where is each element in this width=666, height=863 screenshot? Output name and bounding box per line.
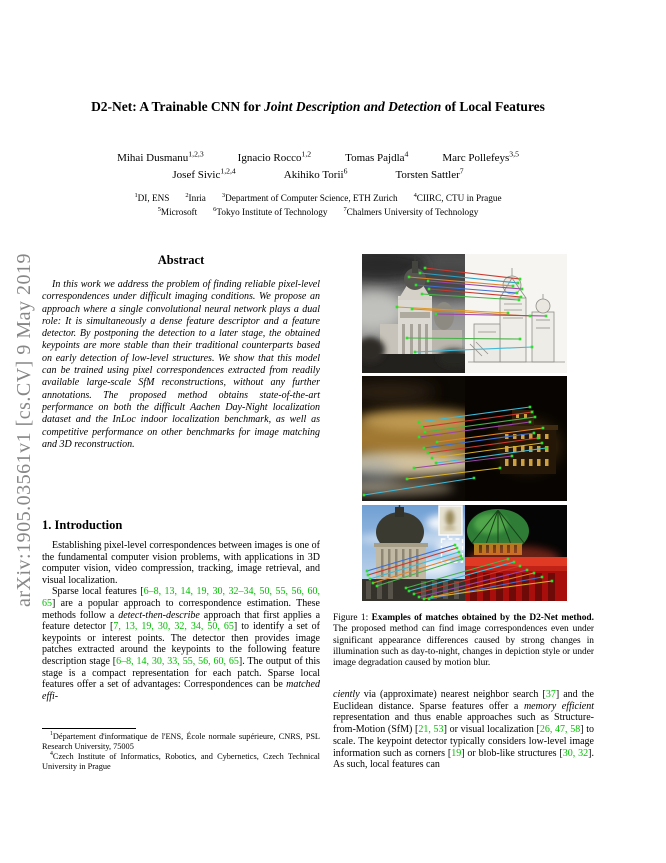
author-marc-pollefeys: Marc Pollefeys$^{3,5}$ [442, 149, 519, 164]
keypoint-marker [415, 284, 418, 287]
keypoint-marker [424, 431, 427, 434]
author-tomas-pajdla: Tomas Pajdla$^4$ [345, 149, 409, 164]
affiliation-item: $^7$Chalmers University of Technology [343, 205, 479, 217]
keypoint-marker [418, 596, 421, 599]
affiliation-item: $^6$Tokyo Institute of Technology [213, 205, 328, 217]
author-list-row-2 [42, 166, 594, 181]
keypoint-marker [428, 288, 431, 291]
arxiv-watermark: arXiv:1905.03561v1 [cs.CV] 9 May 2019 [13, 252, 35, 608]
keypoint-marker [427, 452, 430, 455]
keypoint-marker [519, 338, 522, 341]
keypoint-marker [418, 421, 421, 424]
keypoint-marker [419, 272, 422, 275]
author-list-row-1 [42, 149, 594, 164]
keypoint-marker [507, 312, 510, 315]
author-akihiko-torii: Akihiko Torii$^6$ [283, 166, 348, 181]
keypoint-marker [517, 282, 520, 285]
keypoint-marker [369, 578, 372, 581]
keypoint-marker [424, 267, 427, 270]
figure1-photo-vs-sketch-image [362, 254, 567, 373]
affiliation-row-1 [42, 193, 594, 203]
keypoint-marker [366, 570, 369, 573]
keypoint-marker [406, 337, 409, 340]
keypoint-marker [519, 565, 522, 568]
title-pre: D2-Net: A Trainable CNN for [91, 99, 264, 114]
keypoint-marker [551, 580, 554, 583]
footnotes [42, 732, 320, 772]
affiliation-item: $^5$Microsoft [157, 205, 198, 217]
figure1-day-vs-night-image [362, 505, 567, 601]
keypoint-marker [431, 596, 434, 599]
keypoint-marker [460, 555, 463, 558]
keypoint-marker [520, 296, 523, 299]
keypoint-marker [423, 598, 426, 601]
affiliation-row-2 [42, 207, 594, 217]
keypoint-marker [516, 292, 519, 295]
keypoint-marker [423, 447, 426, 450]
keypoint-marker [396, 306, 399, 309]
keypoint-marker [545, 315, 548, 318]
keypoint-marker [406, 478, 409, 481]
intro-paragraph-1: Establishing pixel-level correspondences between images is one of the fundamental computer vision problems, with applications in 3D computer vision, video compression, tracking, image retrieval, and visual localization. [42, 540, 320, 586]
keypoint-marker [405, 587, 408, 590]
author-mihai-dusmanu: Mihai Dusmanu$^{1,2,3}$ [117, 149, 204, 164]
keypoint-marker [512, 285, 515, 288]
affiliation-item: $^2$Inria [185, 191, 206, 203]
footnote: $^4$Czech Institute of Informatics, Robotics, and Cybernetics, Czech Technical University in Prague [42, 751, 320, 771]
keypoint-marker [529, 421, 532, 424]
keypoint-marker [413, 593, 416, 596]
keypoint-marker [533, 432, 536, 435]
keypoint-marker [513, 561, 516, 564]
affiliation-item: $^1$DI, ENS [134, 191, 170, 203]
keypoint-marker [531, 411, 534, 414]
abstract-text: In this work we address the problem of finding reliable pixel-level correspondences under difficult imaging conditions. We propose an approach where a single convolutional neural network plays a dual role: It is simultaneously a dense feature descriptor and a feature detector. By postponing the detection to a later stage, the obtained keypoints are more stable than their traditional counterparts based on early detection of low-level structures. We show that this model can be trained using pixel correspondences extracted from readily available large-scale SfM reconstructions, without any further annotations. The proposed method obtains state-of-the-art performance on both the difficult Aachen Day-Night localization dataset and the InLoc indoor localization benchmark, as well as competitive performance on other benchmarks for image matching and 3D reconstruction. [42, 279, 320, 450]
keypoint-marker [499, 467, 502, 470]
keypoint-marker [411, 308, 414, 311]
footnote: $^1$Département d'informatique de l'ENS, École normale supérieure, CNRS, PSL Research University, 75005 [42, 731, 320, 751]
keypoint-marker [545, 447, 548, 450]
keypoint-marker [531, 346, 534, 349]
keypoint-marker [473, 477, 476, 480]
author-josef-sivic: Josef Sivic$^{1,2,4}$ [172, 166, 236, 181]
abstract-heading: Abstract [157, 253, 205, 267]
keypoint-marker [376, 585, 379, 588]
keypoint-marker [541, 442, 544, 445]
zoom-patch-inset [439, 506, 462, 535]
keypoint-marker [435, 313, 438, 316]
title-emphasis: Joint Description and Detection [263, 99, 442, 114]
keypoint-marker [367, 574, 370, 577]
author-torsten-sattler: Torsten Sattler$^7$ [395, 166, 464, 181]
keypoint-marker [408, 276, 411, 279]
keypoint-marker [435, 462, 438, 465]
keypoint-marker [408, 590, 411, 593]
keypoint-marker [456, 547, 459, 550]
figure1-caption: Figure 1: Examples of matches obtained by the D2-Net method. The proposed method can find image correspondences even under significant appearance differences caused by strong changes in illumination such as day-to-night, changes in depiction style or under image degradation caused by motion blur. [333, 613, 594, 669]
keypoint-marker [541, 576, 544, 579]
affiliation-item: $^3$Department of Computer Science, ETH Zurich [221, 191, 398, 203]
keypoint-marker [511, 455, 514, 458]
keypoint-marker [363, 494, 366, 497]
keypoint-marker [372, 582, 375, 585]
keypoint-marker [427, 280, 430, 283]
figure1-motion-blur-image [362, 376, 567, 501]
keypoint-marker [414, 351, 417, 354]
title-post: of Local Features [441, 99, 545, 114]
keypoint-marker [418, 436, 421, 439]
keypoint-marker [421, 426, 424, 429]
keypoint-marker [413, 467, 416, 470]
keypoint-marker [431, 457, 434, 460]
keypoint-marker [542, 427, 545, 430]
introduction-text [42, 540, 320, 702]
keypoint-marker [537, 437, 540, 440]
keypoint-marker [534, 416, 537, 419]
keypoint-marker [436, 441, 439, 444]
keypoint-marker [428, 598, 431, 601]
footnote-divider [42, 728, 136, 729]
affiliation-item: $^4$CIIRC, CTU in Prague [413, 191, 502, 203]
keypoint-marker [529, 315, 532, 318]
keypoint-marker [521, 288, 524, 291]
keypoint-marker [454, 544, 457, 547]
keypoint-marker [519, 278, 522, 281]
author-ignacio-rocco: Ignacio Rocco$^{1,2}$ [237, 149, 312, 164]
keypoint-marker [421, 293, 424, 296]
keypoint-marker [533, 572, 536, 575]
keypoint-marker [461, 558, 464, 561]
keypoint-marker [518, 299, 521, 302]
keypoint-marker [458, 551, 461, 554]
intro-paragraph-2: Sparse local features [6–8, 13, 14, 19, 30, 32–34, 50, 55, 56, 60, 65] are a popular approach to correspondence estimation. These methods follow a detect-then-describe approach that first applies a feature detector [7, 13, 19, 30, 32, 34, 50, 65] to identify a set of keypoints or interest points. The detector then provides image patches extracted around the keypoints to the following feature description stage [6–8, 14, 30, 33, 55, 56, 60, 65]. The output of this stage is a compact representation for each patch. Sparse local features offer a set of advantages: Correspondences can be matched effi- [42, 586, 321, 702]
keypoint-marker [507, 558, 510, 561]
keypoint-marker [526, 569, 529, 572]
right-column-paragraph: ciently via (approximate) nearest neighbor search [37] and the Euclidean distance. Sparse features offer a memory efficient representation and thus enable approaches such as Structure-from-Motion (SfM) [21, 53] or visual localization [26, 47, 58] to scale. The keypoint detector typically considers low-level image information such as corners [19] or blob-like structures [30, 32]. As such, local features can [333, 689, 595, 771]
section-heading-introduction: 1. Introduction [42, 518, 123, 532]
keypoint-marker [529, 406, 532, 409]
paper-title [42, 99, 594, 115]
